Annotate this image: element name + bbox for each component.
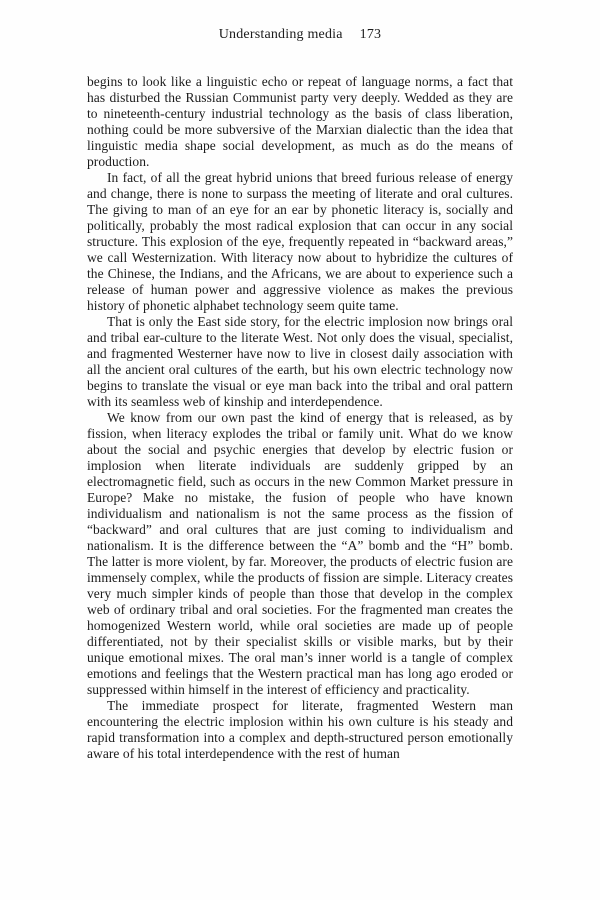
page-body [87,74,513,762]
page-number: 173 [359,27,382,42]
paragraph: In fact, of all the great hybrid unions that breed furious release of energy and change, there is none to surpass the meeting of literate and oral cultures. The giving to man of an eye for an ear by phonetic literacy is, socially and politically, probably the most radical explosion that can occur in any social structure. This explosion of the eye, frequently repeated in “backward areas,” we call Westernization. With literacy now about to hybridize the cultures of the Chinese, the Indians, and the Africans, we are about to experience such a release of human power and aggressive violence as makes the previous history of phonetic alphabet technology seem quite tame. [87,170,513,313]
paragraph-continuation: begins to look like a linguistic echo or repeat of language norms, a fact that has disturbed the Russian Communist party very deeply. Wedded as they are to nineteenth-century industrial technology as the basis of class liberation, nothing could be more subversive of the Marxian dialectic than the idea that linguistic media shape social development, as much as do the means of production. [87,74,513,169]
running-title: Understanding media [218,27,343,42]
paragraph: That is only the East side story, for the electric implosion now brings oral and tribal ear-culture to the literate West. Not only does the visual, specialist, and fragmented Westerner have now to live in closest daily association with all the ancient oral cultures of the earth, but his own electric technology now begins to translate the visual or eye man back into the tribal and oral pattern with its seamless web of kinship and interdependence. [87,314,513,409]
paragraph: We know from our own past the kind of energy that is released, as by fission, when literacy explodes the tribal or family unit. What do we know about the social and psychic energies that develop by electric fusion or implosion when literate individuals are suddenly gripped by an electromagnetic field, such as occurs in the new Common Market pressure in Europe? Make no mistake, the fusion of people who have known individualism and nationalism is not the same process as the fission of “backward” and oral cultures that are just coming to individualism and nationalism. It is the difference between the “A” bomb and the “H” bomb. The latter is more violent, by far. Moreover, the products of electric fusion are immensely complex, while the products of fission are simple. Literacy creates very much simpler kinds of people than those that develop in the complex web of ordinary tribal and oral societies. For the fragmented man creates the homogenized Western world, while oral societies are made up of people differentiated, not by their specialist skills or visible marks, but by their unique emotional mixes. The oral man’s inner world is a tangle of complex emotions and feelings that the Western practical man has long ago eroded or suppressed within himself in the interest of efficiency and practicality. [87,410,513,697]
page-header [0,27,600,43]
paragraph: The immediate prospect for literate, fragmented Western man encountering the electric implosion within his own culture is his steady and rapid transformation into a complex and depth-structured person emotionally aware of his total interdependence with the rest of human [87,698,513,761]
